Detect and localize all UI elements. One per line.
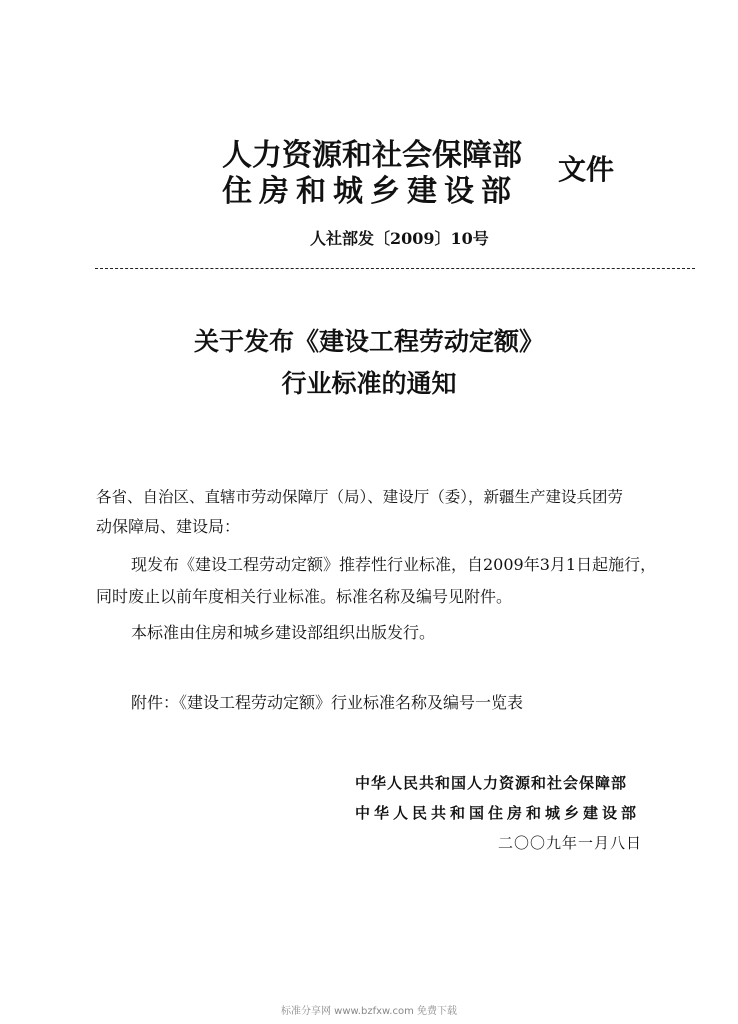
- document-number: 人社部发〔2009〕10号: [310, 229, 489, 248]
- salutation-line-1: 各省、自治区、直辖市劳动保障厅（局）、建设厅（委），新疆生产建设兵团劳: [96, 488, 624, 506]
- paragraph-1-line-2: 同时废止以前年度相关行业标准。标准名称及编号见附件。: [96, 587, 513, 606]
- signature-org-1: 中华人民共和国人力资源和社会保障部: [355, 774, 628, 792]
- signature-date: 二〇〇九年一月八日: [498, 834, 643, 852]
- title-line-2: 行业标准的通知: [281, 369, 457, 398]
- issuer-line-1: 人力资源和社会保障部: [222, 138, 522, 173]
- signature-org-2: 中华人民共和国住房和城乡建设部: [355, 804, 641, 822]
- paragraph-1-line-1: 现发布《建设工程劳动定额》推荐性行业标准，自2009年3月1日起施行，: [131, 555, 657, 574]
- paragraph-2: 本标准由住房和城乡建设部组织出版发行。: [131, 623, 436, 642]
- issuer-line-2: 住房和城乡建设部: [222, 174, 518, 209]
- footer-watermark: 标准分享网 www.bzfxw.com 免费下载: [281, 1006, 457, 1017]
- title-line-1: 关于发布《建设工程劳动定额》: [193, 327, 544, 356]
- salutation-line-2: 动保障局、建设局：: [96, 517, 241, 536]
- attachment-note: 附件：《建设工程劳动定额》行业标准名称及编号一览表: [131, 693, 524, 712]
- header-divider: [95, 268, 695, 269]
- document-type: 文件: [558, 153, 615, 186]
